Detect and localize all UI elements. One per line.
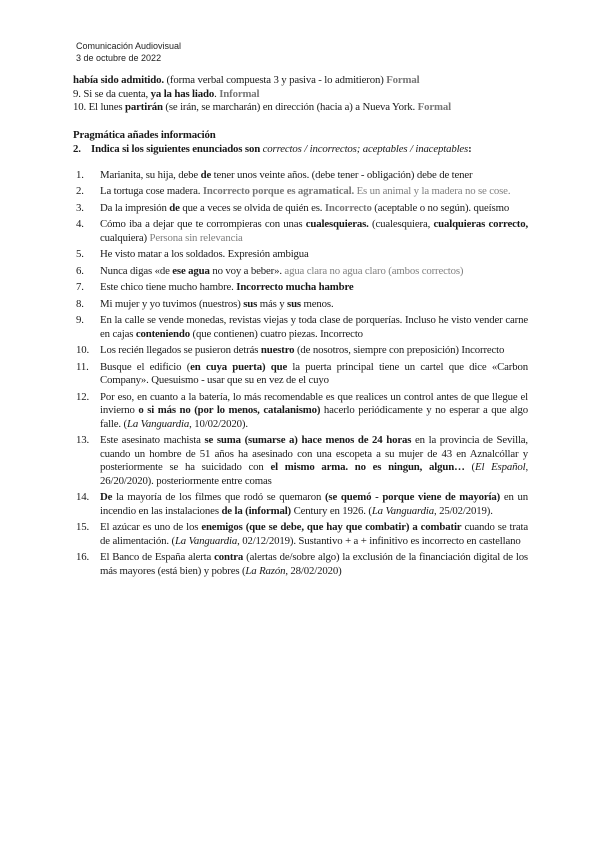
text: (forma verbal compuesta 3 y pasiva - lo admitieron) bbox=[163, 74, 387, 86]
bold-phrase: el mismo arma. no es ningun, algun… bbox=[270, 461, 465, 473]
list-item bbox=[73, 248, 528, 262]
bold-phrase: sus bbox=[287, 297, 301, 310]
text: Los recién llegados se pusieron detrás bbox=[100, 344, 261, 356]
text: Century en 1926. ( bbox=[291, 504, 372, 517]
text: en un incendio en las instalaciones bbox=[100, 491, 528, 517]
list-item bbox=[73, 391, 528, 432]
bold-phrase: nuestro bbox=[260, 344, 295, 356]
correction-note: Incorrecto bbox=[324, 201, 372, 214]
list-item bbox=[73, 361, 528, 388]
source-name: La Vanguardia bbox=[126, 417, 190, 430]
item-number: 3. bbox=[76, 201, 84, 214]
bold-phrase: ya la has liado bbox=[150, 87, 215, 100]
text: , 10/02/2020). bbox=[189, 417, 248, 430]
text: hacerlo periódicamente y no esperar a que algo falle. ( bbox=[100, 404, 528, 430]
text: Este chico tiene mucho hambre. bbox=[100, 281, 237, 293]
text: , 25/02/2019). bbox=[433, 504, 493, 517]
source-name: La Razón bbox=[245, 564, 286, 577]
item-number: 2. bbox=[76, 185, 84, 197]
text: (que contienen) cuatro piezas. Incorrecto bbox=[189, 327, 363, 340]
text: Cómo iba a dejar que te corrompieras con unas bbox=[100, 218, 306, 230]
text: (aceptable o no según). queísmo bbox=[371, 201, 510, 214]
bold-phrase: enemigos (que se debe, que hay que combatir) a combatir bbox=[201, 521, 462, 533]
text: , 02/12/2019). Sustantivo + a + infinitivo es incorrecto en castellano bbox=[237, 534, 521, 547]
text: He visto matar a los soldados. Expresión ambigua bbox=[100, 248, 309, 260]
item-number: 16. bbox=[76, 551, 90, 563]
text: Da la impresión bbox=[100, 201, 170, 214]
list-item bbox=[73, 434, 528, 488]
line-item-9 bbox=[73, 88, 528, 102]
correction-note: Incorrecto porque es agramatical. bbox=[202, 185, 355, 197]
text: Nunca digas «de bbox=[100, 264, 173, 277]
text: En la calle se vende monedas, revistas viejas y toda clase de porquerías. Incluso he visto vender carne en cajas bbox=[100, 314, 528, 340]
item-number: 15. bbox=[76, 521, 90, 533]
document-body bbox=[73, 74, 528, 581]
text: en la provincia de Sevilla, cuando un hombre de 51 años ha asesinado con una escopeta a su mujer de 43 en Aznalcóllar y posteriormente se ha suicidado con bbox=[100, 434, 528, 473]
bold-phrase: partirán bbox=[125, 101, 163, 113]
register-label: Informal bbox=[219, 87, 260, 100]
line-item-10 bbox=[73, 101, 528, 115]
question-number: 2. bbox=[73, 143, 81, 155]
text: 9. Si se da cuenta, bbox=[73, 87, 151, 100]
list-item bbox=[73, 314, 528, 341]
bold-phrase: contra bbox=[214, 551, 244, 563]
text: , 28/02/2020) bbox=[285, 564, 342, 577]
header-date: 3 de octubre de 2022 bbox=[76, 53, 162, 63]
text: cuando se trata de alimentación. ( bbox=[100, 521, 528, 547]
annotation: Es un animal y la madera no se cose. bbox=[354, 185, 511, 197]
bold-phrase: había sido admitido. bbox=[73, 74, 164, 86]
question-end: : bbox=[468, 143, 472, 155]
item-number: 9. bbox=[76, 314, 84, 326]
list-item bbox=[73, 298, 528, 312]
bold-phrase: cualquieras correcto, bbox=[433, 218, 529, 230]
item-number: 4. bbox=[76, 218, 84, 230]
bold-phrase: De bbox=[100, 491, 113, 503]
text: la puerta principal tiene un cartel que dice «Carbon Company». Quesuismo - usar que su en vez de el cuyo bbox=[100, 360, 528, 386]
item-number: 1. bbox=[76, 168, 84, 181]
text: la mayoría de los filmes que rodó se quemaron bbox=[112, 491, 325, 503]
bold-phrase: conteniendo bbox=[135, 327, 190, 340]
text: más y bbox=[257, 297, 288, 310]
course-title: Comunicación Audiovisual bbox=[76, 41, 182, 51]
text: (se irán, se marcharán) en dirección (hacia a) a Nueva York. bbox=[162, 101, 418, 113]
bold-phrase: se suma (sumarse a) hace menos de 24 horas bbox=[204, 434, 412, 446]
list-item bbox=[73, 281, 528, 295]
item-number: 11. bbox=[76, 360, 89, 373]
list-item bbox=[73, 202, 528, 216]
text: . bbox=[214, 87, 220, 100]
text: que a veces se olvida de quién es. bbox=[179, 201, 325, 214]
text: Este asesinato machista bbox=[100, 434, 205, 446]
register-label: Formal bbox=[417, 101, 451, 113]
bold-phrase: (se quemó - porque viene de mayoría) bbox=[324, 491, 501, 503]
list-item bbox=[73, 551, 528, 578]
item-number: 14. bbox=[76, 491, 90, 503]
text: tener unos veinte años. (debe tener - obligación) debe de tener bbox=[211, 168, 473, 181]
text: menos. bbox=[300, 297, 334, 310]
annotation: Persona sin relevancia bbox=[149, 231, 243, 244]
register-label: Formal bbox=[386, 74, 420, 86]
source-name: La Vanguardia bbox=[174, 534, 238, 547]
exercise-list bbox=[73, 169, 528, 579]
bold-phrase: Incorrecto mucha hambre bbox=[236, 281, 354, 293]
text: El Banco de España alerta bbox=[100, 551, 215, 563]
list-item bbox=[73, 521, 528, 548]
text: Marianita, su hija, debe bbox=[100, 168, 201, 181]
text: 10. El lunes bbox=[73, 101, 126, 113]
page-header bbox=[76, 40, 181, 64]
item-number: 7. bbox=[76, 281, 84, 293]
list-item bbox=[73, 169, 528, 183]
annotation: agua clara no agua claro (ambos correctos) bbox=[284, 264, 464, 277]
text: La tortuga cose madera. bbox=[100, 185, 203, 197]
text: ( bbox=[464, 461, 475, 473]
item-number: 13. bbox=[76, 434, 90, 446]
bold-phrase: de bbox=[169, 201, 180, 214]
text: (alertas de/sobre algo) la exclusión de la financiación digital de los más mayores (está bien) y pobres ( bbox=[100, 551, 528, 577]
list-item bbox=[73, 185, 528, 199]
item-number: 5. bbox=[76, 248, 84, 260]
bold-phrase: ese agua bbox=[172, 264, 210, 277]
list-item bbox=[73, 344, 528, 358]
bold-phrase: de bbox=[200, 168, 212, 181]
item-number: 12. bbox=[76, 390, 90, 403]
text: (de nosotros, siempre con preposición) Incorrecto bbox=[294, 344, 505, 356]
bold-phrase: en cuya puerta) que bbox=[190, 360, 288, 373]
bold-phrase: o si más no (por lo menos, catalanismo) bbox=[138, 404, 321, 416]
text: , 26/20/2020). posteriormente entre comas bbox=[100, 461, 529, 487]
line-previous-item bbox=[73, 74, 528, 88]
list-item bbox=[73, 218, 528, 245]
text: Busque el edificio ( bbox=[100, 360, 191, 373]
list-item bbox=[73, 491, 528, 518]
section-heading: Pragmática añades información bbox=[73, 128, 216, 141]
text: cualquiera) bbox=[100, 231, 150, 244]
item-number: 10. bbox=[76, 344, 90, 356]
item-number: 8. bbox=[76, 297, 84, 310]
text: (cualesquiera, bbox=[368, 218, 434, 230]
bold-phrase: sus bbox=[243, 297, 258, 310]
list-item bbox=[73, 265, 528, 279]
question-options: correctos / incorrectos; aceptables / inaceptables bbox=[262, 143, 469, 155]
source-name: El Español bbox=[475, 461, 526, 473]
text: Por eso, en cuanto a la batería, lo más recomendable es que realices un control antes de que llegue el invierno bbox=[100, 390, 528, 416]
text: El azúcar es uno de los bbox=[100, 521, 202, 533]
bold-phrase: cualesquieras. bbox=[305, 218, 369, 230]
question-statement bbox=[73, 143, 528, 157]
text: no voy a beber». bbox=[209, 264, 285, 277]
source-name: La Vanguardia bbox=[371, 504, 434, 517]
bold-phrase: de la (informal) bbox=[221, 504, 292, 517]
question-text: Indica si los siguientes enunciados son bbox=[91, 143, 263, 155]
text: Mi mujer y yo tuvimos (nuestros) bbox=[100, 297, 244, 310]
item-number: 6. bbox=[76, 264, 84, 277]
